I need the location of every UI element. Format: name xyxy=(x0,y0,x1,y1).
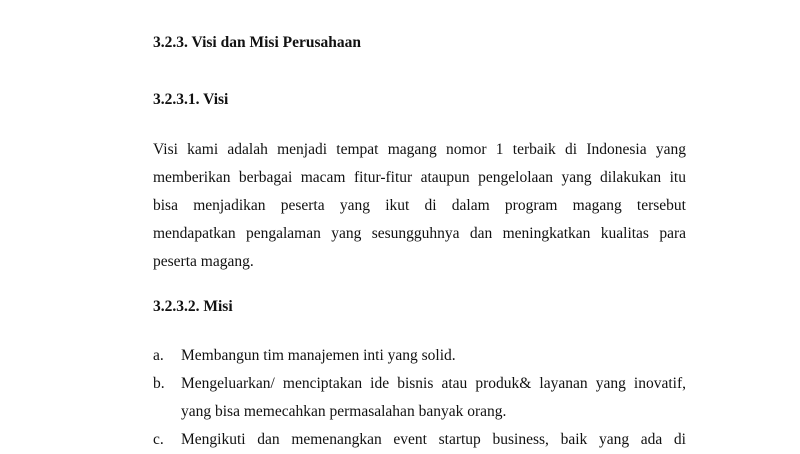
misi-item-line: yang bisa memecahkan permasalahan banyak orang. xyxy=(181,403,507,420)
misi-list xyxy=(153,342,686,454)
visi-line: peserta magang. xyxy=(153,253,254,270)
misi-list-item xyxy=(153,342,686,370)
section-heading: 3.2.3. Visi dan Misi Perusahaan xyxy=(153,34,361,51)
misi-heading: 3.2.3.2. Misi xyxy=(153,298,233,315)
list-marker: b. xyxy=(153,375,165,392)
visi-line: mendapatkan pengalaman yang sesungguhnya dan meningkatkan kualitas para xyxy=(153,225,686,242)
visi-heading: 3.2.3.1. Visi xyxy=(153,91,229,108)
misi-item-line: Mengikuti dan memenangkan event startup business, baik yang ada di xyxy=(181,431,686,448)
visi-line: Visi kami adalah menjadi tempat magang nomor 1 terbaik di Indonesia yang xyxy=(153,141,686,158)
misi-item-line: Membangun tim manajemen inti yang solid. xyxy=(181,347,456,364)
visi-line: bisa menjadikan peserta yang ikut di dalam program magang tersebut xyxy=(153,197,686,214)
list-marker: a. xyxy=(153,347,164,364)
misi-list-item xyxy=(153,370,686,426)
misi-item-line: Mengeluarkan/ menciptakan ide bisnis atau produk& layanan yang inovatif, xyxy=(181,375,686,392)
visi-paragraph xyxy=(153,136,686,276)
list-marker: c. xyxy=(153,431,164,448)
visi-line: memberikan berbagai macam fitur-fitur ataupun pengelolaan yang dilakukan itu xyxy=(153,169,686,186)
